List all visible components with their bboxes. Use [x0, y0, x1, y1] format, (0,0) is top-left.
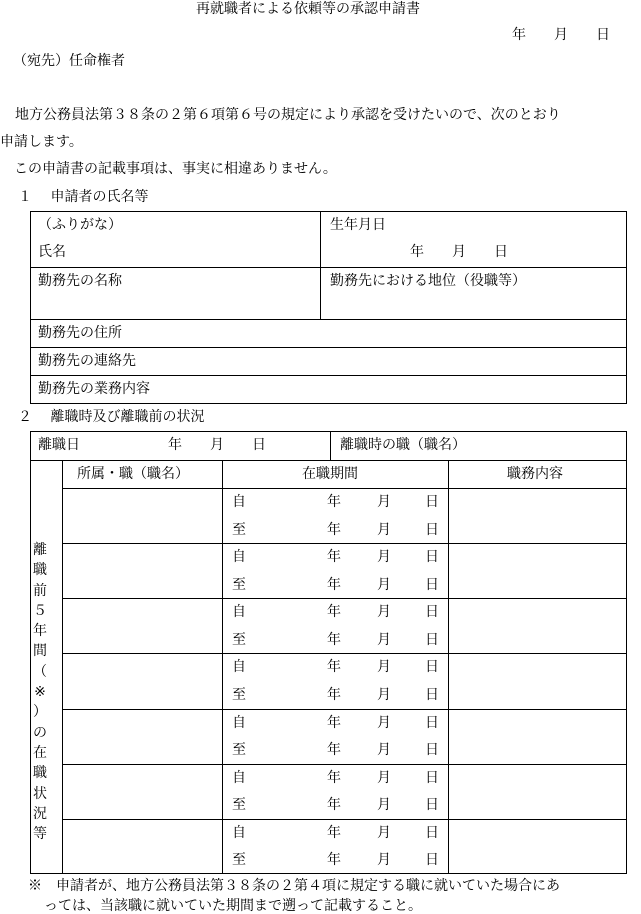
- birthdate-value: 年 月 日: [410, 244, 508, 260]
- day-label: 日: [425, 686, 439, 703]
- year-label: 年: [327, 549, 341, 566]
- month-label: 月: [377, 742, 391, 759]
- duties-column-header: 職務内容: [507, 466, 563, 482]
- intro-text-line2: 申請します。: [0, 134, 83, 150]
- side-label-char: ５: [33, 602, 47, 619]
- side-label-char: 等: [33, 826, 47, 843]
- month-label: 月: [377, 824, 391, 841]
- month-label: 月: [377, 549, 391, 566]
- year-label: 年: [327, 769, 341, 786]
- period-row-divider: [62, 709, 627, 710]
- month-label: 月: [377, 797, 391, 814]
- day-label: 日: [425, 521, 439, 538]
- period-from-label: 自: [232, 549, 246, 566]
- truth-statement: この申請書の記載事項は、事実に相違ありません。: [14, 161, 337, 177]
- year-label: 年: [327, 852, 341, 869]
- side-label-char: ）: [33, 704, 47, 721]
- section2-heading: ２ 離職時及び離職前の状況: [18, 409, 205, 425]
- period-from-label: 自: [232, 659, 246, 676]
- side-label-char: ※: [34, 684, 46, 701]
- retire-position-label: 離職時の職（職名）: [340, 437, 466, 453]
- day-label: 日: [425, 742, 439, 759]
- employer-contact-label: 勤務先の連絡先: [38, 353, 136, 369]
- period-from-label: 自: [232, 769, 246, 786]
- side-label-char: 在: [33, 744, 47, 761]
- section1-heading: １ 申請者の氏名等: [18, 189, 149, 205]
- side-label-char: （: [33, 663, 47, 680]
- month-label: 月: [377, 659, 391, 676]
- footnote-line2: っては、当該職に就いていた期間まで遡って記載すること。: [44, 898, 422, 914]
- period-to-label: 至: [232, 797, 246, 814]
- day-label: 日: [425, 714, 439, 731]
- period-from-label: 自: [232, 604, 246, 621]
- month-label: 月: [377, 494, 391, 510]
- period-row-divider: [62, 819, 627, 820]
- side-label-char: 間: [33, 643, 47, 660]
- period-row-divider: [62, 653, 627, 654]
- period-column-header: 在職期間: [302, 466, 358, 482]
- side-label-char: 職: [33, 765, 47, 782]
- day-label: 日: [425, 494, 439, 510]
- side-label-char: 離: [33, 542, 47, 558]
- employer-business-label: 勤務先の業務内容: [38, 381, 150, 397]
- side-label-char: の: [33, 724, 47, 741]
- day-label: 日: [425, 604, 439, 621]
- day-label: 日: [425, 852, 439, 869]
- period-row-divider: [62, 598, 627, 599]
- period-from-label: 自: [232, 494, 246, 510]
- month-label: 月: [377, 521, 391, 538]
- month-label: 月: [377, 852, 391, 869]
- year-label: 年: [327, 742, 341, 759]
- employer-address-label: 勤務先の住所: [38, 325, 122, 341]
- period-to-label: 至: [232, 852, 246, 869]
- day-label: 日: [425, 824, 439, 841]
- employer-name-label: 勤務先の名称: [38, 273, 122, 289]
- retire-date-value: 年 月 日: [168, 437, 266, 453]
- furigana-label: （ふりがな）: [38, 217, 122, 233]
- month-label: 月: [377, 576, 391, 593]
- day-label: 日: [425, 576, 439, 593]
- year-label: 年: [327, 659, 341, 676]
- day-label: 日: [425, 797, 439, 814]
- side-label-char: 職: [33, 562, 47, 579]
- month-label: 月: [377, 686, 391, 703]
- name-label: 氏名: [38, 244, 66, 260]
- pre-retirement-side-label: [30, 540, 50, 844]
- birthdate-label: 生年月日: [330, 217, 386, 233]
- period-from-label: 自: [232, 714, 246, 731]
- year-label: 年: [327, 824, 341, 841]
- side-label-char: 前: [33, 582, 47, 599]
- period-to-label: 至: [232, 521, 246, 538]
- addressee: （宛先）任命権者: [13, 53, 125, 69]
- day-label: 日: [425, 549, 439, 566]
- period-row-divider: [62, 543, 627, 544]
- year-label: 年: [327, 521, 341, 538]
- year-label: 年: [327, 631, 341, 648]
- position-label: 勤務先における地位（役職等）: [330, 273, 526, 289]
- side-label-char: 状: [33, 785, 47, 802]
- period-from-label: 自: [232, 824, 246, 841]
- footnote-line1: ※ 申請者が、地方公務員法第３８条の２第４項に規定する職に就いていた場合にあ: [28, 878, 560, 894]
- side-label-char: 年: [33, 623, 47, 640]
- year-label: 年: [327, 494, 341, 510]
- month-label: 月: [377, 714, 391, 731]
- period-to-label: 至: [232, 686, 246, 703]
- year-label: 年: [327, 714, 341, 731]
- month-label: 月: [377, 631, 391, 648]
- year-label: 年: [327, 576, 341, 593]
- period-to-label: 至: [232, 576, 246, 593]
- day-label: 日: [425, 769, 439, 786]
- day-label: 日: [425, 659, 439, 676]
- document-title: 再就職者による依頼等の承認申請書: [196, 1, 420, 17]
- month-label: 月: [377, 769, 391, 786]
- side-label-char: 況: [33, 805, 47, 822]
- year-label: 年: [327, 797, 341, 814]
- month-label: 月: [377, 604, 391, 621]
- period-row-divider: [62, 764, 627, 765]
- affiliation-column-header: 所属・職（職名）: [77, 466, 189, 482]
- retire-date-label: 離職日: [38, 437, 80, 453]
- year-label: 年: [327, 604, 341, 621]
- intro-text-line1: 地方公務員法第３８条の２第６項第６号の規定により承認を受けたいので、次のとおり: [15, 107, 561, 123]
- period-to-label: 至: [232, 742, 246, 759]
- application-date: 年 月 日: [512, 27, 610, 43]
- day-label: 日: [425, 631, 439, 648]
- period-to-label: 至: [232, 631, 246, 648]
- year-label: 年: [327, 686, 341, 703]
